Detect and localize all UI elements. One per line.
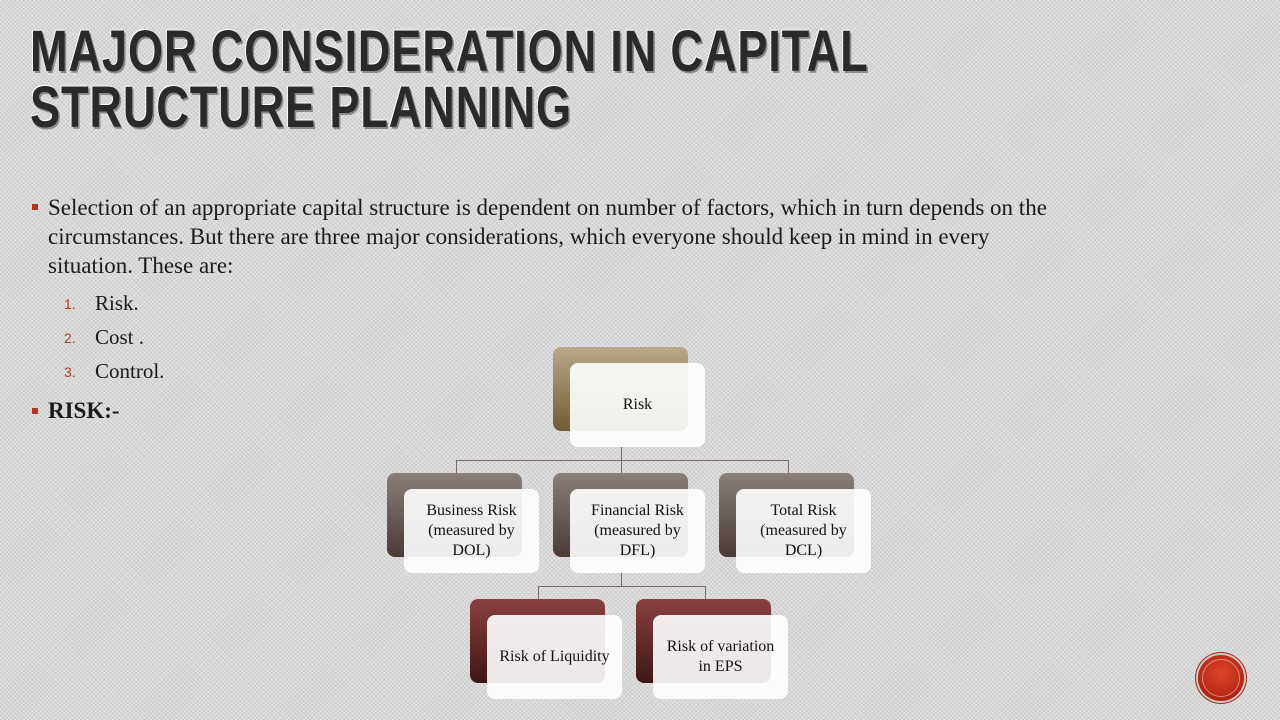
- slide-title-line-1: MAJOR CONSIDERATION IN CAPITAL: [30, 19, 869, 84]
- node-label: Total Risk (measured by DCL): [736, 489, 871, 573]
- diagram-node-total-risk: [736, 489, 871, 573]
- list-number: 3.: [64, 364, 76, 380]
- bullet-square-icon: [32, 204, 38, 210]
- node-label: Risk of variation in EPS: [653, 615, 788, 699]
- node-label: Risk: [570, 363, 705, 447]
- connector-drop-liquidity: [538, 586, 539, 599]
- connector-financial-stem: [621, 572, 622, 586]
- connector-drop-total: [788, 460, 789, 473]
- connector-drop-financial: [621, 460, 622, 473]
- list-item-label: Control.: [95, 359, 165, 383]
- button-ring: [1202, 659, 1240, 697]
- connector-root-stem: [621, 446, 622, 460]
- slide-title: [30, 19, 869, 140]
- circle-button-icon[interactable]: [1198, 655, 1244, 701]
- list-number: 2.: [64, 330, 76, 346]
- connector-level2-bar: [456, 460, 788, 461]
- list-item-label: Cost .: [95, 325, 145, 349]
- connector-drop-eps: [705, 586, 706, 599]
- node-label: Risk of Liquidity: [487, 615, 622, 699]
- risk-heading: RISK:-: [48, 398, 120, 423]
- slide-title-line-2: STRUCTURE PLANNING: [30, 75, 572, 140]
- list-number: 1.: [64, 296, 76, 312]
- diagram-node-business-risk: [404, 489, 539, 573]
- diagram-node-financial-risk: [570, 489, 705, 573]
- bullet-square-icon: [32, 408, 38, 414]
- connector-drop-business: [456, 460, 457, 473]
- list-item-label: Risk.: [95, 291, 139, 315]
- list-item: [64, 286, 1080, 320]
- diagram-node-risk: [570, 363, 705, 447]
- intro-bullet: [30, 193, 1080, 280]
- diagram-node-risk-of-variation-in-eps: [653, 615, 788, 699]
- node-label: Financial Risk (measured by DFL): [570, 489, 705, 573]
- intro-text: Selection of an appropriate capital structure is dependent on number of factors, which in turn depends on the circumstances. But there are three major considerations, which everyone should keep in mind in every situation. These are:: [48, 195, 1047, 278]
- connector-level3-bar: [538, 586, 706, 587]
- diagram-node-risk-of-liquidity: [487, 615, 622, 699]
- node-label: Business Risk (measured by DOL): [404, 489, 539, 573]
